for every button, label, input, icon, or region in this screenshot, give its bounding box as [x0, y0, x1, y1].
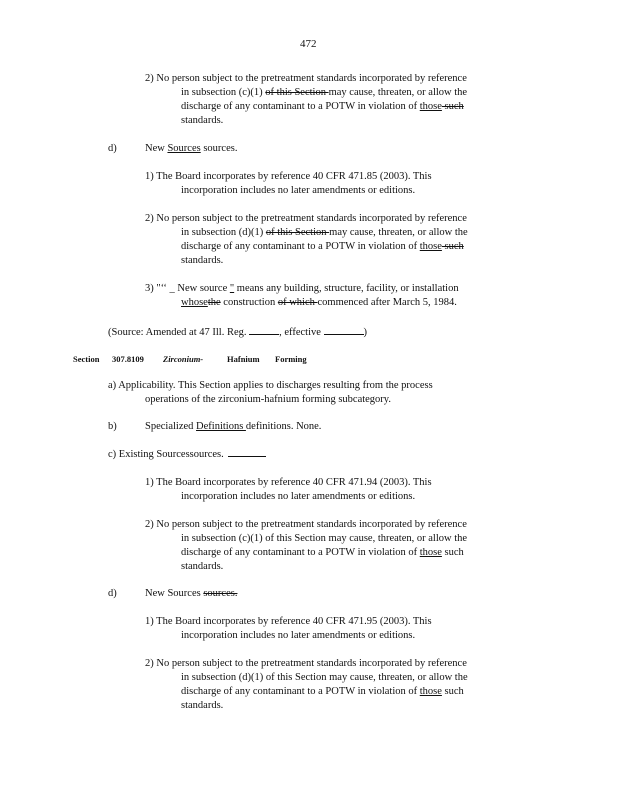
text-line: 1) The Board incorporates by reference 40 CFR 471.94 (2003). This	[145, 477, 432, 488]
text-line: standards.	[181, 115, 224, 126]
paragraph-d1	[145, 170, 432, 198]
blank-line	[249, 324, 279, 335]
text-line: 1) The Board incorporates by reference 40 CFR 471.85 (2003). This	[145, 171, 432, 182]
page-number: 472	[300, 38, 317, 50]
paragraph-c1	[145, 476, 432, 504]
text-line: in subsection (d)(1) of this Section may cause, threaten, or allow the	[181, 672, 468, 683]
text-line: in subsection (c)(1) of this Section may cause, threaten, or allow the	[181, 87, 468, 98]
section-title-part: Hafnium	[227, 354, 260, 364]
paragraph-d2-new	[145, 657, 468, 713]
subsection-b: b) Specialized Definitions definitions. None.	[108, 421, 322, 432]
text-line: a) Applicability. This Section applies to discharges resulting from the process	[108, 380, 433, 391]
text-line: 2) No person subject to the pretreatment standards incorporated by reference	[145, 519, 467, 530]
text-line: standards.	[181, 255, 224, 266]
text-line: standards.	[181, 561, 224, 572]
text-line: incorporation includes no later amendments or editions.	[181, 185, 416, 196]
text-line: discharge of any contaminant to a POTW in violation of those such	[181, 241, 464, 252]
text-line: 1) The Board incorporates by reference 40 CFR 471.95 (2003). This	[145, 616, 432, 627]
text-line: discharge of any contaminant to a POTW in violation of those such	[181, 101, 464, 112]
text-line: standards.	[181, 700, 224, 711]
section-number: 307.8109	[112, 354, 144, 364]
text-line: 3) "‘‘ _ New source " means any building, structure, facility, or installation	[145, 283, 459, 294]
subsection-a	[108, 379, 433, 407]
section-label: Section	[73, 354, 100, 364]
paragraph-d1-new	[145, 615, 432, 643]
text-line: discharge of any contaminant to a POTW in violation of those such	[181, 547, 464, 558]
text-line: 2) No person subject to the pretreatment standards incorporated by reference	[145, 658, 467, 669]
text-line: discharge of any contaminant to a POTW in violation of those such	[181, 686, 464, 697]
paragraph-d3	[145, 282, 459, 310]
paragraph-d2	[145, 212, 468, 268]
paragraph-c2-new	[145, 518, 467, 574]
text-line: 2) No person subject to the pretreatment standards incorporated by reference	[145, 73, 467, 84]
text-line: operations of the zirconium-hafnium forming subcategory.	[145, 394, 391, 405]
subsection-d2-heading: d) New Sources sources.	[108, 588, 238, 599]
text-line: in subsection (d)(1) of this Section may cause, threaten, or allow the	[181, 227, 468, 238]
text-line: in subsection (c)(1) of this Section may cause, threaten, or allow the	[181, 533, 468, 544]
text-line: 2) No person subject to the pretreatment standards incorporated by reference	[145, 213, 467, 224]
section-title-part: Forming	[275, 354, 307, 364]
paragraph-c2	[145, 72, 467, 128]
subsection-d-heading: d) New Sources sources.	[108, 143, 238, 154]
text-line: incorporation includes no later amendments or editions.	[181, 491, 416, 502]
blank-line	[324, 324, 364, 335]
subsection-c-heading: c) Existing Sourcessources.	[108, 448, 266, 462]
section-title-part: Zirconium-	[163, 354, 204, 364]
source-note: (Source: Amended at 47 Ill. Reg. , effective )	[108, 324, 367, 340]
text-line: incorporation includes no later amendments or editions.	[181, 630, 416, 641]
text-line: whosethe construction of which commenced after March 5, 1984.	[181, 297, 457, 308]
blank-line	[228, 449, 266, 457]
